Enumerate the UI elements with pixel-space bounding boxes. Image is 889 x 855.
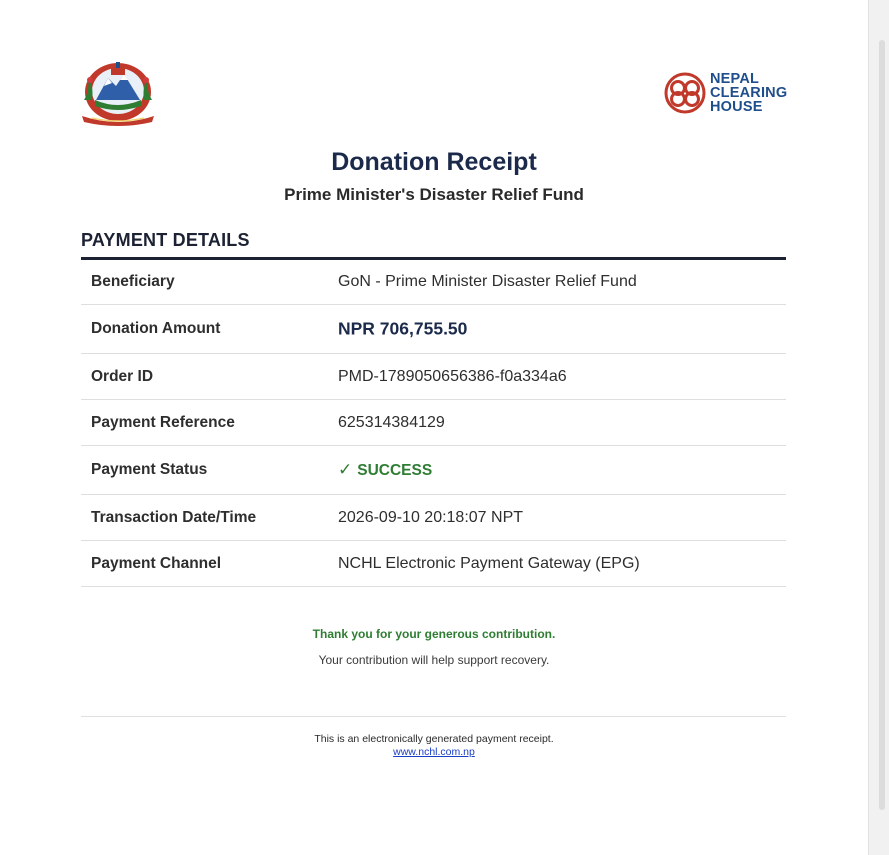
detail-label: Donation Amount bbox=[91, 320, 221, 337]
detail-label: Payment Reference bbox=[91, 413, 235, 431]
status-text: SUCCESS bbox=[357, 462, 433, 479]
payment-details-heading: PAYMENT DETAILS bbox=[81, 230, 250, 250]
receipt-title: Donation Receipt bbox=[331, 148, 537, 176]
scrollbar-thumb[interactable] bbox=[879, 40, 885, 810]
payment-reference-value: 625314384129 bbox=[338, 413, 445, 431]
detail-label: Beneficiary bbox=[91, 273, 175, 290]
thank-you-message: Thank you for your generous contribution. bbox=[312, 627, 556, 641]
detail-label: Order ID bbox=[91, 367, 154, 385]
checkmark-icon: ✓ bbox=[338, 460, 353, 479]
beneficiary-value: GoN - Prime Minister Disaster Relief Fund bbox=[338, 273, 637, 290]
detail-label: Payment Status bbox=[91, 461, 208, 478]
donation-amount-value: NPR 706,755.50 bbox=[338, 318, 468, 339]
detail-row-beneficiary bbox=[81, 260, 786, 305]
nepal-emblem-icon bbox=[78, 60, 158, 126]
detail-row-payment-status bbox=[81, 446, 786, 495]
transaction-datetime-value: 2026-09-10 20:18:07 NPT bbox=[338, 508, 524, 526]
order-id-value: PMD-1789050656386-f0a334a6 bbox=[338, 367, 567, 385]
nchl-logo-mark-icon bbox=[664, 72, 706, 114]
nchl-logo-line: HOUSE bbox=[710, 99, 763, 115]
detail-row-order-id bbox=[81, 354, 786, 400]
footer-link-wrap bbox=[0, 746, 868, 758]
receipt-subtitle: Prime Minister's Disaster Relief Fund bbox=[284, 185, 584, 204]
detail-row-payment-channel bbox=[81, 541, 786, 587]
detail-label: Transaction Date/Time bbox=[91, 508, 257, 526]
nchl-logo-line: NEPAL bbox=[710, 71, 760, 87]
detail-row-donation-amount bbox=[81, 305, 786, 354]
payment-channel-value: NCHL Electronic Payment Gateway (EPG) bbox=[338, 554, 640, 572]
nchl-logo-line: CLEARING bbox=[710, 85, 788, 101]
status-badge bbox=[338, 460, 432, 480]
support-message: Your contribution will help support recovery. bbox=[318, 653, 550, 667]
footer-divider bbox=[81, 716, 786, 717]
detail-row-payment-reference bbox=[81, 400, 786, 446]
nchl-website-link[interactable]: www.nchl.com.np bbox=[393, 746, 475, 758]
nchl-logo bbox=[664, 70, 794, 118]
detail-label: Payment Channel bbox=[91, 554, 222, 572]
detail-row-transaction-datetime bbox=[81, 495, 786, 541]
nchl-logo-text bbox=[710, 72, 787, 114]
payment-details-table bbox=[81, 260, 786, 587]
footer-note: This is an electronically generated payment receipt. bbox=[314, 733, 554, 745]
